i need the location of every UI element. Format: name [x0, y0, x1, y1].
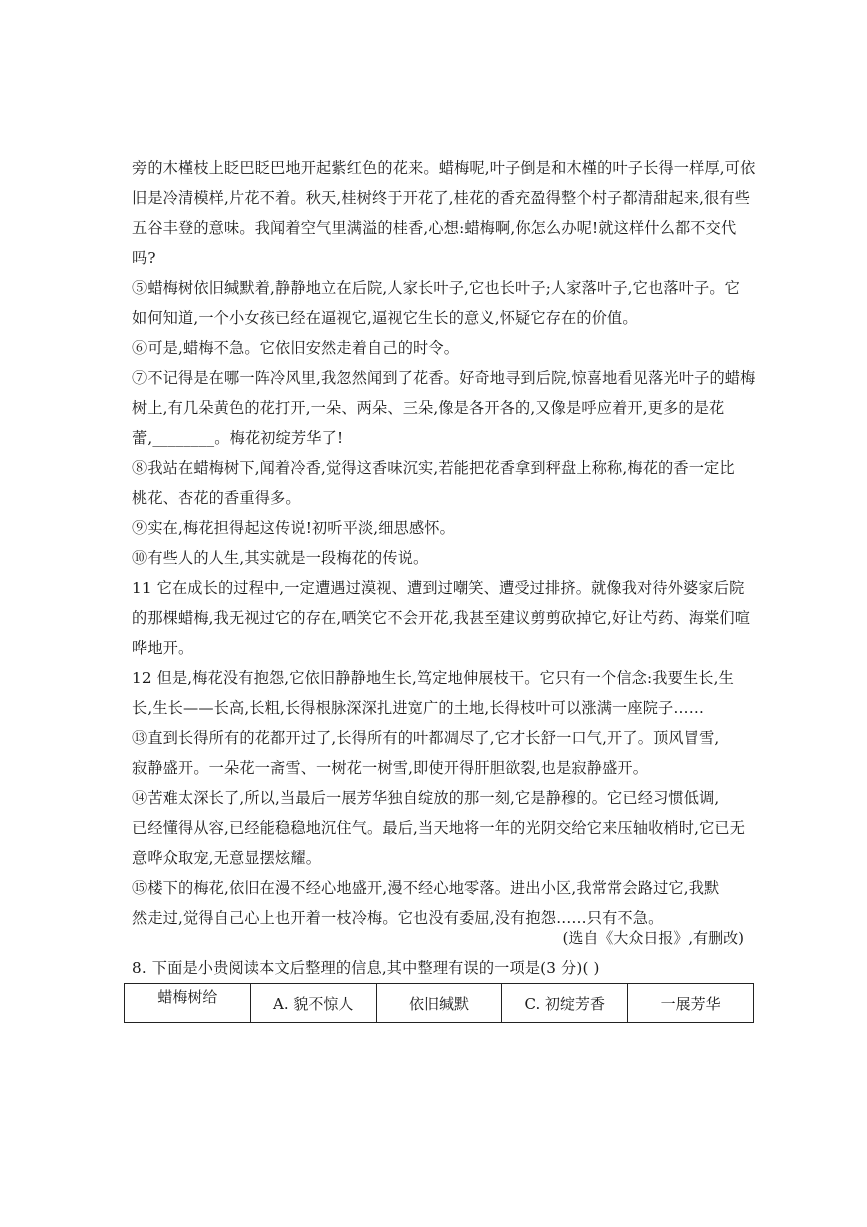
- text-line: 树上,有几朵黄色的花打开,一朵、两朵、三朵,像是各开各的,又像是呼应着开,更多的是花: [132, 399, 725, 417]
- text-line: 12 但是,梅花没有抱怨,它依旧静静地生长,笃定地伸展枝干。它只有一个信念:我要生长,生: [132, 669, 734, 687]
- table-cell: A. 貌不惊人: [250, 984, 376, 1023]
- text-line: 的那棵蜡梅,我无视过它的存在,哂笑它不会开花,我甚至建议剪剪砍掉它,好让芍药、海棠们喧: [132, 609, 751, 627]
- text-line: 桃花、杏花的香重得多。: [132, 489, 301, 507]
- text-line: 旁的木槿枝上眨巴眨巴地开起紫红色的花来。蜡梅呢,叶子倒是和木槿的叶子长得一样厚,可依: [132, 159, 756, 177]
- question-8: 8. 下面是小贵阅读本文后整理的信息,其中整理有误的一项是(3 分)( ): [132, 959, 600, 977]
- table-row: [125, 984, 754, 1023]
- text-line: ⑧我站在蜡梅树下,闻着冷香,觉得这香味沉实,若能把花香拿到秤盘上称称,梅花的香一定比: [132, 459, 735, 477]
- text-line: 如何知道,一个小女孩已经在逼视它,逼视它生长的意义,怀疑它存在的价值。: [132, 309, 638, 327]
- table-cell: 依旧缄默: [376, 984, 502, 1023]
- text-line: 意哗众取宠,无意显摆炫耀。: [132, 849, 322, 867]
- text-line: ⑥可是,蜡梅不急。它依旧安然走着自己的时令。: [132, 339, 460, 357]
- text-line: ⑮楼下的梅花,依旧在漫不经心地盛开,漫不经心地零落。进出小区,我常常会路过它,我默: [132, 879, 720, 897]
- text-line: 旧是冷清模样,片花不着。秋天,桂树终于开花了,桂花的香充盈得整个村子都清甜起来,很有些: [132, 189, 751, 207]
- text-line: ⑤蜡梅树依旧缄默着,静静地立在后院,人家长叶子,它也长叶子;人家落叶子,它也落叶子。它: [132, 279, 741, 297]
- text-line: 然走过,觉得自己心上也开着一枝冷梅。它也没有委屈,没有抱怨……只有不急。: [132, 909, 664, 927]
- text-line: 寂静盛开。一朵花一斋雪、一树花一树雪,即使开得肝胆欲裂,也是寂静盛开。: [132, 759, 649, 777]
- text-line: 长,生长——长高,长粗,长得根脉深深扎进宽广的土地,长得枝叶可以涨满一座院子……: [132, 699, 705, 717]
- text-line: ⑦不记得是在哪一阵冷风里,我忽然闻到了花香。好奇地寻到后院,惊喜地看见落光叶子的蜡梅: [132, 369, 756, 387]
- text-line: ⑩有些人的人生,其实就是一段梅花的传说。: [132, 549, 429, 567]
- text-line: 五谷丰登的意味。我闻着空气里满溢的桂香,心想:蜡梅啊,你怎么办呢!就这样什么都不交代: [132, 219, 737, 237]
- table-cell: 一展芳华: [628, 984, 754, 1023]
- text-line: 蕾,________。梅花初绽芳华了!: [132, 429, 344, 447]
- text-line: 11 它在成长的过程中,一定遭遇过漠视、遭到过嘲笑、遭受过排挤。就像我对待外婆家后院: [132, 579, 745, 597]
- table-cell: 蜡梅树给: [125, 984, 251, 1023]
- text-line: 已经懂得从容,已经能稳稳地沉住气。最后,当天地将一年的光阴交给它来压轴收梢时,它已无: [132, 819, 746, 837]
- text-line: ⑭苦难太深长了,所以,当最后一展芳华独自绽放的那一刻,它是静穆的。它已经习惯低调,: [132, 789, 720, 807]
- source-note: (选自《大众日报》,有删改): [562, 929, 744, 947]
- text-line: 哗地开。: [132, 639, 194, 657]
- text-line: 吗?: [132, 249, 156, 267]
- text-line: ⑬直到长得所有的花都开过了,长得所有的叶都凋尽了,它才长舒一口气,开了。顶风冒雪,: [132, 729, 720, 747]
- table-cell: C. 初绽芳香: [502, 984, 628, 1023]
- info-table: [124, 983, 754, 1023]
- text-line: ⑨实在,梅花担得起这传说!初听平淡,细思感怀。: [132, 519, 455, 537]
